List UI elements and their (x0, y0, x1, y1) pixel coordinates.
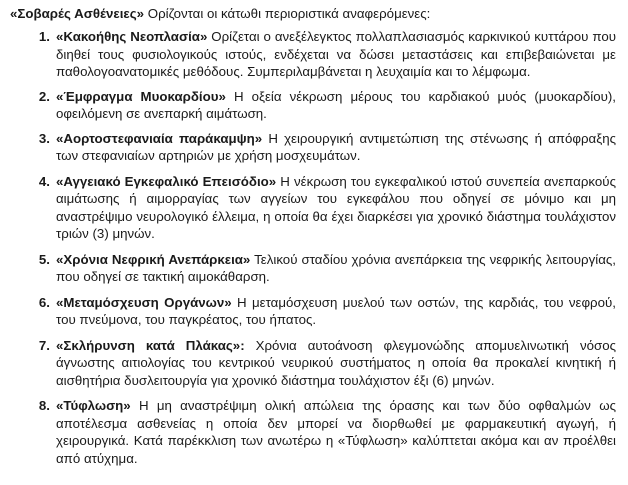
item-term: «Αγγειακό Εγκεφαλικό Επεισόδιο» (56, 173, 277, 189)
item-number: 7. (38, 337, 50, 353)
list-item (10, 251, 618, 286)
item-term: «Τύφλωση» (56, 398, 131, 413)
intro-text: Ορίζονται οι κάτωθι περιοριστικά αναφερόμενες: (144, 6, 431, 21)
item-text: Τελικού σταδίου χρόνια ανεπάρκεια της νεφρικής λειτουργίας, που οδηγεί σε τακτική αιμοκάθαρση. (56, 251, 616, 284)
list-item (10, 28, 618, 81)
intro-paragraph (10, 5, 618, 22)
item-number: 6. (38, 294, 50, 310)
item-body (56, 28, 616, 81)
item-number: 5. (38, 251, 50, 267)
item-term: «Μεταμόσχευση Οργάνων» (56, 294, 232, 310)
item-text: Ορίζεται ο ανεξέλεγκτος πολλαπλασιασμός καρκινικού κυττάρου που διηθεί τους φυσιολογικούς ιστούς, ενδέχεται να δώσει μεταστάσεις και επιβεβαιώνεται με παθολογοανατομικές μεθόδους. Συμπεριλαμβάνεται η λευχαιμία και το λέμφωμα. (56, 29, 617, 79)
item-body (56, 397, 616, 467)
item-number: 2. (38, 88, 50, 104)
item-text: Η χειρουργική αντιμετώπιση της στένωσης ή απόφραξης των στεφανιαίων αρτηριών με χρήση μοσχευμάτων. (56, 130, 616, 163)
list-item (10, 130, 618, 165)
item-number: 4. (38, 173, 50, 189)
item-text: Η μη αναστρέψιμη ολική απώλεια της όρασης και των δύο οφθαλμών ως αποτέλεσμα ασθενείας η οποία δεν μπορεί να διορθωθεί με φαρμακευτική αγωγή, ή χειρουργικά. Κατά παρέκκλιση των ανωτέρω η «Τύφλωση» καλύπτεται ακόμα και αν προέλθει από ατύχημα. (56, 398, 616, 466)
item-term: «Κακοήθης Νεοπλασία» (56, 29, 208, 44)
list-item (10, 397, 618, 467)
item-body (56, 337, 616, 390)
list-item (10, 173, 618, 243)
illness-list (10, 28, 618, 467)
list-item (10, 337, 618, 390)
item-body (56, 173, 616, 243)
item-body (56, 88, 616, 123)
item-number: 3. (38, 130, 50, 146)
intro-term: «Σοβαρές Ασθένειες» (10, 6, 145, 21)
item-term: «Χρόνια Νεφρική Ανεπάρκεια» (56, 251, 251, 267)
item-body (56, 251, 616, 286)
item-number: 1. (38, 29, 50, 44)
item-term: «Σκλήρυνση κατά Πλάκας»: (56, 337, 245, 353)
list-item (10, 294, 618, 329)
item-body (56, 294, 616, 329)
item-term: «Έμφραγμα Μυοκαρδίου» (56, 88, 226, 104)
item-term: «Αορτοστεφανιαία παράκαμψη» (56, 130, 263, 146)
item-text: Η νέκρωση του εγκεφαλικού ιστού συνεπεία ανεπαρκούς αιμάτωσης ή αιμορραγίας των αγγείων του εγκεφάλου που οδηγεί σε μόνιμο και μη αναστρέψιμο νευρολογικό έλλειμα, η οποία θα έχει διαρκέσει για χρονικό διάστημα τουλάχιστον τριών (3) μηνών. (56, 173, 616, 241)
item-number: 8. (38, 398, 50, 413)
item-text: Χρόνια αυτοάνοση φλεγμονώδης απομυελινωτική νόσος άγνωστης αιτιολογίας του κεντρικού νευρικού συστήματος η οποία θα προκαλεί κινητική ή αισθητήρια δυσλειτουργία για χρονικό διάστημα τουλάχιστον έξι (6) μηνών. (56, 337, 616, 388)
item-text: Η οξεία νέκρωση μέρους του καρδιακού μυός (μυοκαρδίου), οφειλόμενη σε ανεπαρκή αιμάτωση. (56, 88, 616, 121)
item-text: Η μεταμόσχευση μυελού των οστών, της καρδιάς, του νεφρού, του πνεύμονα, του παγκρέατος, του ήπατος. (56, 294, 616, 327)
item-body (56, 130, 616, 165)
list-item (10, 88, 618, 123)
